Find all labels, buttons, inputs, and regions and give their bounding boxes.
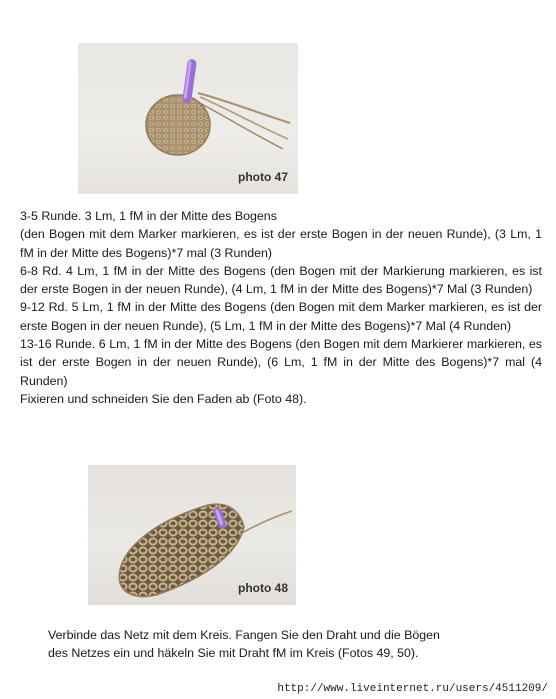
closing-line: Verbinde das Netz mit dem Kreis. Fangen Sie den Draht und die Bögen [48,628,440,642]
instruction-line: 9-12 Rd. 5 Lm, 1 fM in der Mitte des Bogens (den Bogen mit dem Marker markieren, es ist der erste Bogen in der neuen Runde), (5 Lm, 1 fM in der Mitte des Bogens)*7 Mal (4 Runden) [20,300,542,333]
photo-label: photo 48 [238,581,288,595]
photo-label: photo 47 [238,170,288,184]
instruction-line: (den Bogen mit dem Marker markieren, es ist der erste Bogen in der neuen Runde), (3 Lm, 1 fM in der Mitte des Bogens)*7 mal (3 Runden) [20,227,542,260]
instruction-line: 6-8 Rd. 4 Lm, 1 fM in der Mitte des Bogens (den Bogen mit der Markierung markieren, es ist der erste Bogen in der neuen Runde), (4 Lm, 1 fM in der Mitte des Bogens)*7 Mal (3 Runden) [20,263,542,297]
instruction-line: 3-5 Runde. 3 Lm, 1 fM in der Mitte des Bogens [20,209,277,223]
closing-text [48,626,518,663]
instruction-text [20,207,542,408]
photo-48 [88,465,296,605]
instruction-line: 13-16 Runde. 6 Lm, 1 fM in der Mitte des Bogens (den Bogen mit dem Markierer markieren, es ist der erste Bogen in der neuen Runde), (6 Lm, 1 fM in der Mitte des Bogens)*7 mal (4 Runden) [20,337,542,388]
closing-line: des Netzes ein und häkeln Sie mit Draht fM im Kreis (Fotos 49, 50). [48,646,419,661]
photo-47 [78,43,298,194]
instruction-line: Fixieren und schneiden Sie den Faden ab (Foto 48). [20,391,307,406]
source-url: http://www.liveinternet.ru/users/4511209/ [277,683,548,695]
